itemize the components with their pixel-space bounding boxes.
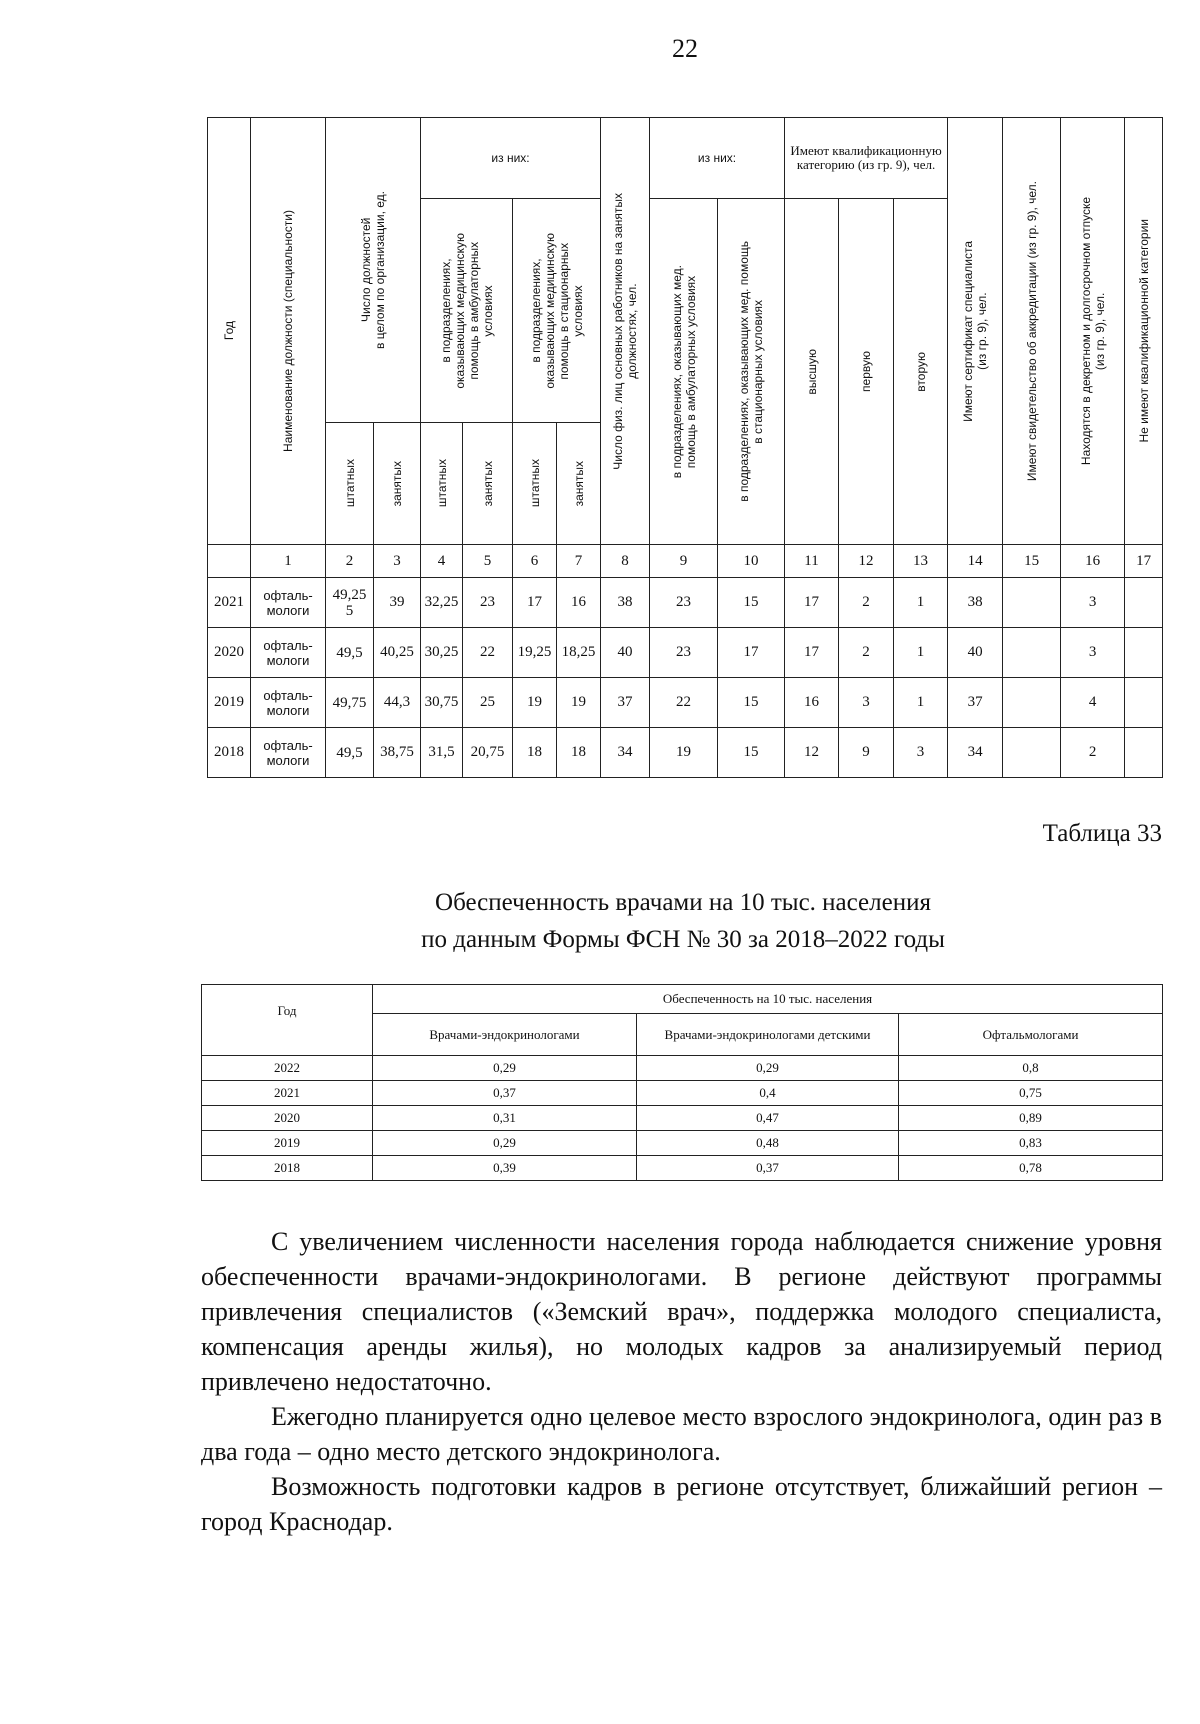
doctor-provision-table <box>201 984 1163 1181</box>
year-cell: 2022 <box>202 1056 373 1081</box>
value-cell: 0,31 <box>373 1106 637 1131</box>
header-col: Врачами-эндокринологами детскими <box>637 1014 899 1056</box>
value-cell: 38,75 <box>374 728 421 778</box>
value-cell: 16 <box>785 678 839 728</box>
value-cell: 3 <box>839 678 894 728</box>
header-of-them-1: из них: <box>421 118 601 199</box>
value-cell: 30,25 <box>421 628 463 678</box>
table-row <box>208 628 1163 678</box>
value-cell: 22 <box>463 628 513 678</box>
header-position-text: Наименование должности (специальности) <box>281 210 295 452</box>
value-cell: 0,78 <box>899 1156 1163 1181</box>
header-no-category-text: Не имеют квалификационной категории <box>1136 219 1151 443</box>
header-inpatient-text: в подразделениях, оказывающих медицинскую помощь в стационарных условиях <box>528 232 585 389</box>
column-number: 17 <box>1125 545 1163 578</box>
value-cell: 0,75 <box>899 1081 1163 1106</box>
table-title-line2: по данным Формы ФСН № 30 за 2018–2022 годы <box>421 926 945 953</box>
header-staff <box>513 423 557 545</box>
column-number: 1 <box>251 545 326 578</box>
column-number: 10 <box>718 545 785 578</box>
value-cell: 19 <box>513 678 557 728</box>
value-cell: 0,8 <box>899 1056 1163 1081</box>
value-cell: 1 <box>894 578 948 628</box>
column-number: 13 <box>894 545 948 578</box>
table-row <box>208 728 1163 778</box>
value-cell: 49,5 <box>326 728 374 778</box>
column-number: 3 <box>374 545 421 578</box>
value-cell: 0,29 <box>637 1056 899 1081</box>
value-cell: 44,3 <box>374 678 421 728</box>
value-cell: 19 <box>557 678 601 728</box>
header-year <box>208 118 251 545</box>
header-occupied <box>463 423 513 545</box>
header-leave-text: Находятся в декретном и долгосрочном отпуске (из гр. 9), чел. <box>1078 196 1107 466</box>
header-no-category <box>1125 118 1163 545</box>
value-cell: 0,29 <box>373 1056 637 1081</box>
column-number-row <box>208 545 1163 578</box>
column-number-empty <box>208 545 251 578</box>
header-staff-text: штатных <box>527 459 542 508</box>
year-cell: 2019 <box>202 1131 373 1156</box>
column-number: 16 <box>1061 545 1125 578</box>
column-number: 2 <box>326 545 374 578</box>
table-label: Таблица 33 <box>1042 820 1162 847</box>
value-cell: 49,75 <box>326 678 374 728</box>
specialty-cell: офталь- мологи <box>251 678 326 728</box>
value-cell: 30,75 <box>421 678 463 728</box>
value-cell: 37 <box>601 678 650 728</box>
header-occupied-text: занятых <box>571 460 586 507</box>
header-accreditation <box>1003 118 1061 545</box>
value-cell <box>1125 678 1163 728</box>
column-number: 15 <box>1003 545 1061 578</box>
value-cell <box>1003 678 1061 728</box>
table-row <box>202 1131 1163 1156</box>
value-cell: 18 <box>513 728 557 778</box>
table-row <box>202 1081 1163 1106</box>
value-cell: 32,25 <box>421 578 463 628</box>
value-cell: 0,47 <box>637 1106 899 1131</box>
value-cell: 3 <box>1061 628 1125 678</box>
header-qualification: Имеют квалификационную категорию (из гр. 9), чел. <box>785 118 948 199</box>
header-individuals <box>601 118 650 545</box>
header-position <box>251 118 326 545</box>
year-cell: 2020 <box>208 628 251 678</box>
value-cell: 34 <box>948 728 1003 778</box>
table-title-line1: Обеспеченность врачами на 10 тыс. населения <box>435 889 931 916</box>
header-highest <box>785 199 839 545</box>
value-cell: 12 <box>785 728 839 778</box>
value-cell: 38 <box>948 578 1003 628</box>
value-cell: 4 <box>1061 678 1125 728</box>
header-ambulatory-text: в подразделениях, оказывающих медицинскую помощь в амбулаторных условиях <box>438 232 495 389</box>
column-number: 6 <box>513 545 557 578</box>
staffing-table <box>207 117 1163 778</box>
value-cell: 40 <box>601 628 650 678</box>
header-col: Офтальмологами <box>899 1014 1163 1056</box>
header-staff <box>421 423 463 545</box>
value-cell: 18 <box>557 728 601 778</box>
value-cell: 2 <box>839 578 894 628</box>
table-row <box>202 1056 1163 1081</box>
value-cell: 20,75 <box>463 728 513 778</box>
header-first <box>839 199 894 545</box>
header-highest-text: высшую <box>804 348 819 395</box>
table-row <box>208 578 1163 628</box>
value-cell: 2 <box>1061 728 1125 778</box>
column-number: 9 <box>650 545 718 578</box>
value-cell: 37 <box>948 678 1003 728</box>
value-cell: 17 <box>785 578 839 628</box>
value-cell: 23 <box>650 628 718 678</box>
value-cell: 39 <box>374 578 421 628</box>
header-certificate <box>948 118 1003 545</box>
column-number: 5 <box>463 545 513 578</box>
value-cell: 3 <box>894 728 948 778</box>
header-inpatient <box>513 199 601 423</box>
value-cell: 1 <box>894 628 948 678</box>
header-first-text: первую <box>859 351 874 392</box>
table-row <box>202 1156 1163 1181</box>
header-staff-text: штатных <box>434 459 449 508</box>
header-positions-count-text: Число должностей в целом по организации, ед. <box>359 191 387 349</box>
value-cell: 15 <box>718 728 785 778</box>
year-cell: 2021 <box>202 1081 373 1106</box>
year-cell: 2018 <box>208 728 251 778</box>
value-cell: 19,25 <box>513 628 557 678</box>
value-cell: 49,25 5 <box>326 578 374 628</box>
value-cell: 0,37 <box>637 1156 899 1181</box>
header-occupied-text: занятых <box>480 460 495 507</box>
value-cell <box>1003 628 1061 678</box>
paragraph: С увеличением численности населения города наблюдается снижение уровня обеспеченности врачами-эндокринологами. В регионе действуют программы привлечения специалистов («Земский врач», поддержка молодого специалиста, компенсация аренды жилья), но молодых кадров за анализируемый период привлечено недостаточно. <box>201 1227 1162 1396</box>
year-cell: 2021 <box>208 578 251 628</box>
year-cell: 2018 <box>202 1156 373 1181</box>
header-ind-inpatient <box>718 199 785 545</box>
value-cell: 31,5 <box>421 728 463 778</box>
header-individuals-text: Число физ. лиц основных работников на занятых должностях, чел. <box>611 192 640 470</box>
header-of-them-2: из них: <box>650 118 785 199</box>
header-accreditation-text: Имеют свидетельство об аккредитации (из гр. 9), чел. <box>1024 180 1039 482</box>
header-second <box>894 199 948 545</box>
header-group: Обеспеченность на 10 тыс. населения <box>373 985 1163 1014</box>
value-cell: 22 <box>650 678 718 728</box>
header-col: Врачами-эндокринологами <box>373 1014 637 1056</box>
header-certificate-text: Имеют сертификат специалиста (из гр. 9), чел. <box>961 240 990 422</box>
header-leave <box>1061 118 1125 545</box>
header-occupied <box>374 423 421 545</box>
column-number: 11 <box>785 545 839 578</box>
column-number: 14 <box>948 545 1003 578</box>
page-number: 22 <box>672 34 698 63</box>
value-cell: 1 <box>894 678 948 728</box>
value-cell: 0,4 <box>637 1081 899 1106</box>
value-cell: 0,89 <box>899 1106 1163 1131</box>
value-cell: 17 <box>785 628 839 678</box>
value-cell: 0,29 <box>373 1131 637 1156</box>
value-cell: 23 <box>650 578 718 628</box>
header-ind-ambulatory-text: в подразделениях, оказывающих мед. помощь в амбулаторных условиях <box>669 264 698 479</box>
value-cell: 0,39 <box>373 1156 637 1181</box>
value-cell <box>1125 628 1163 678</box>
value-cell: 18,25 <box>557 628 601 678</box>
value-cell: 19 <box>650 728 718 778</box>
paragraph: Возможность подготовки кадров в регионе отсутствует, ближайший регион – город Краснодар. <box>201 1472 1162 1536</box>
column-number: 8 <box>601 545 650 578</box>
table-row <box>202 1106 1163 1131</box>
value-cell: 0,48 <box>637 1131 899 1156</box>
value-cell: 23 <box>463 578 513 628</box>
specialty-cell: офталь- мологи <box>251 578 326 628</box>
column-number: 12 <box>839 545 894 578</box>
header-ind-ambulatory <box>650 199 718 545</box>
header-occupied <box>557 423 601 545</box>
year-cell: 2020 <box>202 1106 373 1131</box>
header-ind-inpatient-text: в подразделениях, оказывающих мед. помощь в стационарных условиях <box>737 241 766 502</box>
value-cell: 0,37 <box>373 1081 637 1106</box>
value-cell: 15 <box>718 578 785 628</box>
value-cell: 9 <box>839 728 894 778</box>
header-year: Год <box>202 985 373 1056</box>
value-cell: 34 <box>601 728 650 778</box>
header-staff <box>326 423 374 545</box>
header-ambulatory <box>421 199 513 423</box>
value-cell <box>1125 728 1163 778</box>
header-staff-text: штатных <box>342 459 357 508</box>
body-text <box>201 1224 1162 1539</box>
value-cell: 17 <box>513 578 557 628</box>
value-cell: 3 <box>1061 578 1125 628</box>
header-occupied-text: занятых <box>390 460 404 507</box>
value-cell: 40,25 <box>374 628 421 678</box>
value-cell: 17 <box>718 628 785 678</box>
value-cell: 15 <box>718 678 785 728</box>
value-cell: 49,5 <box>326 628 374 678</box>
specialty-cell: офталь- мологи <box>251 728 326 778</box>
value-cell: 38 <box>601 578 650 628</box>
table-title <box>200 884 1166 958</box>
value-cell <box>1003 728 1061 778</box>
value-cell: 25 <box>463 678 513 728</box>
header-positions-count <box>326 118 421 423</box>
header-second-text: вторую <box>913 351 928 392</box>
year-cell: 2019 <box>208 678 251 728</box>
value-cell <box>1125 578 1163 628</box>
value-cell: 40 <box>948 628 1003 678</box>
paragraph: Ежегодно планируется одно целевое место взрослого эндокринолога, один раз в два года – одно место детского эндокринолога. <box>201 1402 1162 1466</box>
column-number: 4 <box>421 545 463 578</box>
column-number: 7 <box>557 545 601 578</box>
header-year-text: Год <box>222 321 236 341</box>
specialty-cell: офталь- мологи <box>251 628 326 678</box>
value-cell: 16 <box>557 578 601 628</box>
value-cell: 0,83 <box>899 1131 1163 1156</box>
value-cell: 2 <box>839 628 894 678</box>
value-cell <box>1003 578 1061 628</box>
table-row <box>208 678 1163 728</box>
